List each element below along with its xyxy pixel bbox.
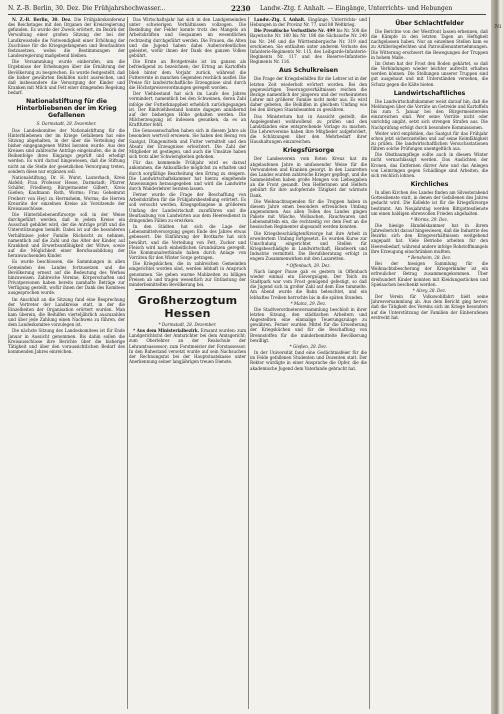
paragraph-text: In den Städten hat sich die Lage der Lebensmittelversorgung gegen Ende des Jahres etwas gebessert. Die Einführung der Brotkarte hat sich bewährt, und die Verteilung von Fett, Zucker und Fleisch wird nach einheitlichen Grundsätzen geregelt. Die Kommunalverbände haben durch Anlage von Vorräten für den Winter Sorge getragen. (129, 224, 246, 261)
section-rule (135, 289, 240, 290)
paragraph-text: Bei der hiesigen Sammlung für die Weihnachtsbescherung der Kriegerkinder ist ein erfreulicher Betrag zusammengekommen. Über dreihundert Kinder konnten mit Kleidungsstücken und Spielsachen beschenkt werden. (371, 261, 488, 287)
paragraph-text: Die Frühjahrskonferenz des Reichstages mit den Organen der Kreisregierung gefunden. Es wurde der Zweck erörtert, im Bezirk der Verwaltung einer großen Sitzung der bei der Landkreisstelle die Notwendigkeit einer Erhöhung der Zuschüsse für die Kriegsgefangenen und Beurlaubten festzusetzen, wobei die Bestimmungen der Landesregierung maßgebend bleiben. (8, 17, 125, 59)
column-divider (369, 17, 370, 709)
paragraph-text: Weiter wird empfohlen, das Saatgut für das Frühjahr schon jetzt sicherzustellen und auf seine Keimfähigkeit zu prüfen. Die landwirtschaftlichen Versuchsstationen führen solche Prüfungen unentgeltlich aus. (371, 130, 488, 152)
dateline: * Mainz, 29. Dez. (290, 300, 327, 306)
section-heading: Landwirtschaftliches (393, 89, 466, 97)
section-heading: Nationalstiftung für die Hinterbliebenen der im Krieg Gefallenen (16, 98, 117, 120)
column-4 (371, 17, 488, 709)
paragraph-text: Die Ernte an Brotgetreide ist im ganzen als befriedigend zu bezeichnen; der Ertrag an Kartoffeln blieb hinter dem Vorjahr zurück, während die Futterernte in manchen Gegenden reichlich ausfiel. Die Preise für landwirtschaftliche Erzeugnisse sind durch die Höchstpreisverordnungen geregelt worden. (129, 59, 246, 91)
article-paragraph (250, 76, 367, 112)
paragraph-text: Nationalstiftung, Dr. H. Wurst, Lauterbach, Kreis Alsfeld; Frau Professor Hesse, Darmstadt; Pfarrer Schäfer, Friedberg; Bürgermeister Gilbert, Kreis Gießen; Kaufmann Roth, Worms; Frau Geheimrat Freiherr von Heyl zu Herrnsheim, Worms; die Herren Kreisräte der einzelnen Kreise als Vorsitzende der Kreisausschüsse. (8, 174, 125, 211)
paragraph-text: Das Landeskomitee der Nationalstiftung für die Hinterbliebenen der im Kriege Gefallenen hat eine Sitzung abgehalten, in der über die Verteilung der bisher eingegangenen Mittel beraten wurde. Aus den Kreisen sind zahlreiche Anträge eingelaufen, die in der Reihenfolge ihres Eingangs geprüft und erledigt werden. Es wird darauf hingewiesen, daß die Stiftung nicht an die Stelle der gesetzlichen Versorgung treten, sondern diese nur ergänzen soll. (8, 127, 125, 174)
paragraph-text: Im Anschluß an die Sitzung fand eine Besprechung der Vertreter der Landkreise statt, in der die Einzelheiten der Organisation erörtert wurden. Man kam überein, die Beihilfen vierteljährlich auszuzahlen und über jede Zahlung einen Nachweis zu führen, der dem Landeskomitee vorzulegen ist. (8, 296, 125, 328)
paragraph-text: Die Kriegsbeschädigtenfürsorge hat ihre Arbeit in erweitertem Umfang fortgesetzt. Es wurden Kurse zur Umschulung eingerichtet und Stellen für Kriegsbeschädigte in Landwirtschaft, Handwerk und Industrie vermittelt. Die Berufsberatung erfolgt in engem Zusammenwirken mit den Lazaretten. (250, 230, 367, 262)
dateline: * Bensheim, 28. Dez. (407, 254, 452, 260)
article-paragraph (250, 231, 367, 262)
article-paragraph (371, 190, 488, 216)
paragraph-text: Die Genossenschaften haben sich in diesem Jahre als besonders wertvoll erwiesen. Sie haben den Bezug von Saatgut, Düngemitteln und Futter vermittelt und den Absatz der Erzeugnisse erleichtert. Die Zahl der Mitglieder ist gestiegen, und auch die Umsätze haben sich trotz aller Schwierigkeiten gehoben. (129, 128, 246, 160)
article-paragraph (8, 175, 125, 211)
paragraph-text: Nach langer Pause gab es gestern in Offenbach wieder einmal ein Eisvergnügen. Der Teich im Stadtpark war vom Frost genügend gefestigt, so daß die Jugend sich in großer Zahl auf dem Eise tummelte. Am Abend wurde die Bahn beleuchtet, und ein lebhaftes Treiben herrschte bis in die späten Stunden. (250, 268, 367, 300)
paragraph-text: In der Universität fand eine Gedächtnisfeier für die im Felde gefallenen Studenten und Dozenten statt. Der Rektor würdigte in einer Ansprache die Opfer, die die akademische Jugend dem Vaterlande gebracht hat. (250, 350, 367, 371)
dateline: * Offenbach, 29. Dez. (286, 262, 331, 268)
article-paragraph (371, 294, 488, 320)
header-left: N. Z.-B. Berlin, 30. Dez. Die Frühjahrshochwasser... (8, 5, 166, 12)
dateline: * Alzey, 28. Dez. (412, 287, 447, 293)
paragraph-text: Die Kriegsküchen, die in zahlreichen Gemeinden eingerichtet worden sind, werden lebhaft in Anspruch genommen. Sie geben warme Mahlzeiten zu billigen Preisen ab und tragen wesentlich zur Entlastung der minderbemittelten Bevölkerung bei. (129, 261, 246, 287)
article-paragraph (371, 61, 488, 87)
article-paragraph (250, 28, 367, 64)
article-paragraph (129, 261, 246, 287)
dateline: * Gießen, 28. Dez. (289, 343, 328, 349)
article-paragraph (8, 297, 125, 328)
paragraph-text: Das Ministerium hat in Aussicht gestellt, die Angelegenheit wohlwollend zu prüfen und den Landständen eine entsprechende Vorlage zu machen. Die Lehrervereine haben ihre Mitglieder aufgefordert, die Schätzungen über den Mehrbedarf ihrer Haushaltungen einzureichen. (250, 113, 367, 145)
article-paragraph (8, 59, 125, 95)
paragraph-text: Der Verein für Volkswohlfahrt hielt seine Jahresversammlung ab. Aus dem Bericht ging hervor, daß die Tätigkeit des Vereins sich im Kriege besonders auf die Unterstützung der Familien der Einberufenen erstreckt hat. (371, 294, 488, 320)
section-heading: Über Schlachtfelder (395, 20, 464, 27)
paragraph-text: Die Weihnachtsspenden für die Truppen haben in diesem Jahre einen besonders erfreulichen Umfang angenommen. Aus allen Teilen des Landes gingen Pakete mit Wäsche, Wollsachen, Rauchwaren und Lebensmitteln ein, die rechtzeitig vor dem Fest an die hessischen Regimenter abgesandt werden konnten. (250, 198, 367, 230)
header-rule (8, 14, 486, 15)
article-paragraph (129, 59, 246, 90)
section-heading: Aus Schulkreisen (278, 67, 339, 75)
paragraph-text: Die Obstbaumpflege sollte auch in diesem Winter nicht vernachlässigt werden. Das Auslichten der Kronen, das Entfernen dürrer Äste und das Anlegen von Leimringen gegen Schädlinge sind Arbeiten, die sich reichlich lohnen. (371, 152, 488, 178)
dateline: * Darmstadt, 28. Dezember. (158, 321, 217, 327)
section-heading: Kriegsfürsorge (282, 147, 335, 155)
paragraph-text: Die nächste Sitzung des Landeskomitees ist für Ende Januar in Aussicht genommen. Bis dahin sollen die Kreisausschüsse ihre Berichte über die bisherige Tätigkeit und über den voraussichtlichen Bedarf des kommenden Jahres einreichen. (8, 328, 125, 355)
paragraph-lead: Landw.-Ztg. f. Anhalt. (254, 17, 308, 22)
page-number: 2230 (231, 4, 251, 13)
paragraph-text: Die Hinterbliebenenfürsorge soll in der Weise durchgeführt werden, daß in jedem Kreise ein Ausschuß gebildet wird, der die Anträge prüft und die Unterstützungen bemißt. Dabei ist auf die besonderen Verhältnisse jeder Familie Rücksicht zu nehmen, namentlich auf die Zahl und das Alter der Kinder, auf Krankheit und Erwerbsunfähigkeit der Witwe, sowie auf die Möglichkeit einer Berufsausbildung der heranwachsenden Kinder. (8, 212, 125, 259)
article-paragraph (129, 192, 246, 223)
article-paragraph (8, 128, 125, 174)
paragraph-text: Die Berichte von der Westfront lassen erkennen, daß die Kämpfe in den letzten Tagen an Heftigkeit nachgelassen haben. Nur an einzelnen Stellen kam es zu Artilleriegefechten und Patrouillenunternehmungen. Die Witterung erschwert die Bewegungen der Truppen in hohem Maße. (371, 29, 488, 60)
article-paragraph (8, 328, 125, 354)
article-paragraph (371, 29, 488, 60)
paragraph-text: Das Wirtschaftsjahr hat sich in den Landgemeinden unter schwierigen Verhältnissen vollzogen. Die Bestellung der Felder konnte trotz des Mangels an Arbeitskräften und Gespannen im wesentlichen rechtzeitig durchgeführt werden. Die Frauen, die Alten und die Jugend haben dabei Außerordentliches geleistet, wofür ihnen der Dank des ganzen Volkes gebührt. (129, 17, 246, 59)
article-paragraph (250, 114, 367, 145)
article-paragraph (250, 156, 367, 197)
dateline: S. Darmstadt, 28. Dezember. (36, 121, 97, 127)
paragraph-text: Für das kommende Frühjahr wird es darauf ankommen, die Anbaufläche möglichst zu erhalten und durch sorgfältige Bearbeitung den Ertrag zu steigern. Die Landwirtschaftskammer hat hierzu eingehende Anweisungen herausgegeben und wird die Landwirte durch Wanderlehrer beraten lassen. (129, 160, 246, 191)
article-paragraph (129, 91, 246, 127)
section-heading: Kirchliches (410, 181, 449, 189)
article-paragraph (250, 307, 367, 343)
article-paragraph (371, 99, 488, 130)
column-1 (8, 17, 125, 709)
article-paragraph (371, 223, 488, 254)
dateline: * Worms, 29. Dez. (410, 216, 449, 222)
paragraph-text: Die Frage der Kriegsbeihilfen für die Lehrer ist in der letzten Zeit wiederholt erörtert worden. Bei den gegenwärtigen Teuerungsverhältnissen reichen die Bezüge namentlich der jüngeren und der verheirateten Lehrer mit größerer Familie nicht mehr aus. Es wird daher gebeten, die Beihilfen in gleichem Umfang wie bei den übrigen Staatsbeamten zu gewähren. (250, 76, 367, 113)
page-header (8, 4, 486, 14)
paragraph-text: Im Osten hat der Frost den Boden gehärtet, so daß die Verbindungen wieder leichter aufrecht erhalten werden können. Die Stellungen unserer Truppen sind gut ausgebaut und mit Unterständen versehen, die Schutz gegen die Kälte bieten. (371, 60, 488, 87)
paragraph-text: Es wurde beschlossen, die Sammlungen in allen Gemeinden des Landes fortzusetzen und die Bevölkerung erneut auf die Bedeutung des Werkes hinzuweisen. Zahlreiche Vereine, Körperschaften und Privatpersonen haben bereits namhafte Beträge zur Verfügung gestellt, wofür ihnen der Dank des Komitees ausgesprochen wurde. (8, 259, 125, 296)
column-divider (127, 17, 128, 709)
article-paragraph (129, 128, 246, 159)
column-2 (129, 17, 246, 709)
paragraph-text: Der Landesverein vom Roten Kreuz hat im abgelaufenen Jahre in umfassender Weise für die Verwundeten und Kranken gesorgt. In den Lazaretten des Landes wurden zahlreiche Krieger gepflegt, und die Sammelstellen haben große Mengen von Liebesgaben an die Front gesandt. Den Helferinnen und Helfern gebührt für ihre aufopfernde Tätigkeit der wärmste Dank. (250, 156, 367, 198)
paragraph-text: Ernannt wurden: zum Landgerichtsrat der Amtsrichter bei dem Amtsgericht; zum Oberlehrer an der Realschule der Lehramtsassessor; zum Forstmeister der Forstassessor. In den Ruhestand versetzt wurde auf sein Nachsuchen der Rechnungsrat bei der Hauptstaatskasse unter Anerkennung seiner langjährigen treuen Dienste. (129, 328, 246, 365)
paragraph-text: Eingänge, Unterrichts- und Hebungen in der Provinz Nr. 77, und 88 Weltkrieg. (250, 17, 367, 28)
major-section-heading: Großherzogtum Hessen (137, 293, 238, 320)
paragraph-text: Der Viehbestand hat sich im Laufe des Jahres vermindert, namentlich bei den Schweinen, deren Zahl infolge der Futterknappheit erheblich zurückgegangen ist. Der Rindviehbestand konnte dagegen annähernd auf der bisherigen Höhe gehalten werden. Die Milcherzeugung ist indessen gesunken, da es an Kraftfutter fehlt. (129, 91, 246, 128)
article-paragraph (129, 160, 246, 191)
paragraph-text: Die Stadtverordnetenversammlung beschloß in ihrer letzten Sitzung, den städtischen Arbeitern und Angestellten eine einmalige Teuerungszulage zu gewähren. Ferner wurden Mittel für die Erweiterung der Kriegsküchen und für die Beschaffung von Brennstoffen für die minderbemittelte Bevölkerung bewilligt. (250, 306, 367, 343)
paragraph-text: Ferner wurde die Frage der Beschaffung von Arbeitskräften für die Frühjahrsbestellung erörtert. Es soll versucht werden, Kriegsgefangene in größerem Umfang der Landwirtschaft zuzuführen und die Beurlaubung von Landwirten aus dem Heeresdienst in dringenden Fällen zu erwirken. (129, 192, 246, 223)
article-paragraph (129, 17, 246, 58)
article-paragraph (129, 224, 246, 260)
paragraph-text: bis Nr. 508 die Bayerische Nr. 180 bis Nr. 186 die Sächsische Nr. 240 bis Nr. 246 und die Württembergische Nr. 319 sind erschienen. Sie enthalten unter anderem Verluste des Infanterie-Regiments Nr. 115, des Leibgarde-Infanterie-Regiments Nr. 117 und des Reserve-Infanterie-Regiments Nr. 116. (250, 28, 367, 65)
binding-gutter (492, 0, 504, 714)
article-paragraph (129, 328, 246, 364)
paragraph-text: Die Versammlung wurde einberufen, um die Ergebnisse der Erhebungen über die Ernährung der Bevölkerung zu besprechen. Es wurde festgestellt, daß die bisher gewährten Beihilfen nicht ausreichen, und daß insbesondere die Versorgung der Kinder und Kranken mit Milch und Fett einer dringenden Regelung bedarf. (8, 59, 125, 96)
paragraph-text: Die Landwirtschaftskammer weist darauf hin, daß die Meldungen über die Vorräte an Getreide und Kartoffeln bis zum 5. Januar bei den Bürgermeistereien einzureichen sind. Wer seine Vorräte nicht oder unrichtig angibt, setzt sich strengen Strafen aus. Die Nachprüfung erfolgt durch besondere Kommissionen. (371, 98, 488, 130)
article-paragraph (371, 131, 488, 152)
column-3 (250, 17, 367, 709)
header-right: Landw.-Ztg. f. Anhalt. — Eingänge, Unterrichts- und Hebungen (260, 5, 453, 12)
article-paragraph (250, 199, 367, 230)
article-paragraph (371, 152, 488, 178)
paragraph-lead: * Aus dem Ministerialbezirk. (133, 328, 201, 334)
article-paragraph (250, 17, 367, 27)
article-paragraph (250, 350, 367, 371)
article-paragraph (8, 259, 125, 295)
adjacent-page-fragment: Ni (494, 24, 502, 30)
article-paragraph (8, 212, 125, 258)
article-paragraph (8, 17, 125, 58)
paragraph-lead: N. Z.-B. Berlin, 30. Dez. (12, 17, 75, 22)
paragraph-text: Die hiesige Handelskammer hat in ihrem Jahresbericht darauf hingewiesen, daß die Industrie des Bezirks sich den Kriegsverhältnissen weitgehend angepaßt hat. Viele Betriebe arbeiten für den Heeresbedarf, während andere infolge Rohstoffmangels ihre Erzeugung einschränken mußten. (371, 223, 488, 254)
paragraph-lead: Die Preußische Verlustliste Nr. 499 (254, 28, 337, 34)
column-divider (248, 17, 249, 709)
paragraph-text: In allen Kirchen des Landes finden am Silvesterabend Gottesdienste statt, in denen der Gefallenen des Jahres gedacht wird. Die Kollekte ist für die Kriegsfürsorge bestimmt. Am Neujahrstag werden Bittgottesdienste um einen baldigen ehrenvollen Frieden abgehalten. (371, 190, 488, 216)
article-paragraph (250, 269, 367, 300)
article-paragraph (371, 261, 488, 287)
